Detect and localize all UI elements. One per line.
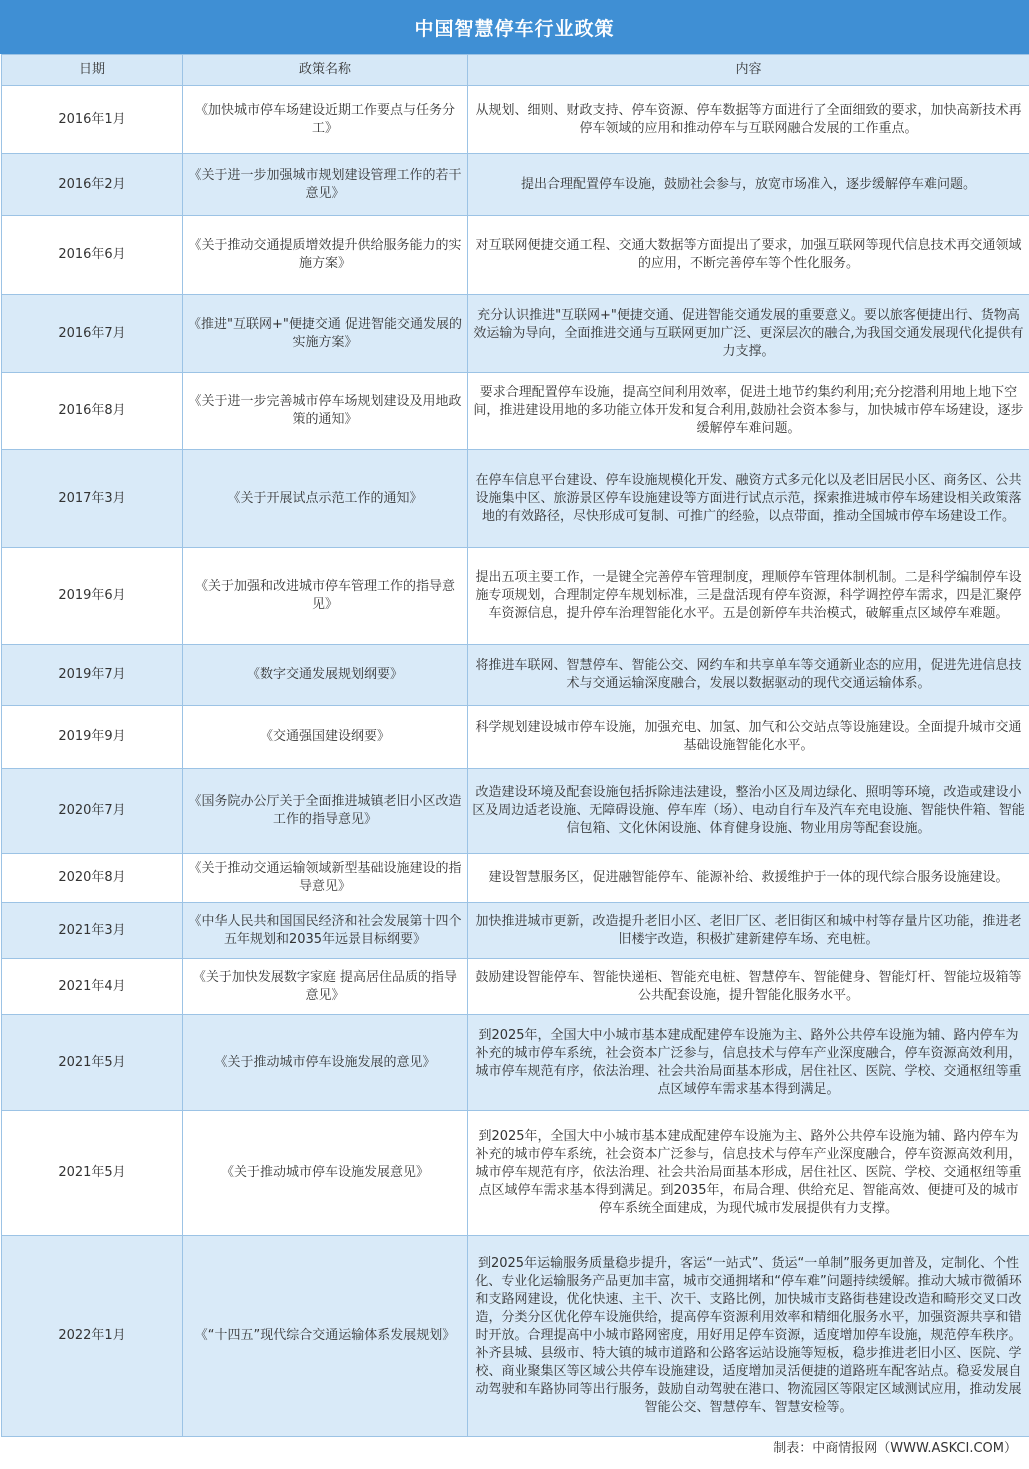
cell-date: 2019年6月	[2, 548, 183, 645]
cell-date: 2020年8月	[2, 854, 183, 903]
cell-policy-name: 《关于进一步完善城市停车场规划建设及用地政策的通知》	[183, 373, 468, 450]
cell-policy-name: 《关于开展试点示范工作的通知》	[183, 450, 468, 548]
cell-date: 2021年5月	[2, 1015, 183, 1111]
cell-policy-name: 《关于推动交通运输领域新型基础设施建设的指导意见》	[183, 854, 468, 903]
table-row	[2, 154, 1029, 216]
table-row	[2, 959, 1029, 1015]
cell-content: 鼓励建设智能停车、智能快递柜、智能充电桩、智慧停车、智能健身、智能灯杆、智能垃圾箱等公共配套设施，提升智能化服务水平。	[468, 959, 1029, 1015]
cell-policy-name: 《关于进一步加强城市规划建设管理工作的若干意见》	[183, 154, 468, 216]
table-row	[2, 1111, 1029, 1236]
cell-date: 2016年7月	[2, 295, 183, 373]
table-row	[2, 645, 1029, 706]
cell-date: 2022年1月	[2, 1236, 183, 1437]
table-header-row	[2, 55, 1029, 86]
cell-date: 2021年5月	[2, 1111, 183, 1236]
cell-content: 提出五项主要工作，一是键全完善停车管理制度，理顺停车管理体制机制。二是科学编制停车设施专项规划，合理制定停车规划标准，三是盘活现有停车资源，科学调控停车需求，四是汇聚停车资源信息，提升停车治理智能化水平。五是创新停车共治模式，破解重点区域停车难题。	[468, 548, 1029, 645]
cell-date: 2016年8月	[2, 373, 183, 450]
cell-content: 到2025年运输服务质量稳步提升，客运“一站式”、货运“一单制”服务更加普及，定制化、个性化、专业化运输服务产品更加丰富，城市交通拥堵和“停车难”问题持续缓解。推动大城市微循环和支路网建设，优化快速、主干、次干、支路比例，加快城市支路街巷建设改造和畸形交叉口改造，分类分区优化停车设施供给，提高停车资源利用效率和精细化服务水平，加强资源共享和错时开放。合理提高中小城市路网密度，用好用足停车资源，适度增加停车设施，规范停车秩序。补齐县城、县级市、特大镇的城市道路和公路客运站设施等短板，稳步推进老旧小区、医院、学校、商业聚集区等区域公共停车设施建设，适度增加灵活便捷的道路班车配客站点。稳妥发展自动驾驶和车路协同等出行服务，鼓励自动驾驶在港口、物流园区等限定区域测试应用，推动发展智能公交、智慧停车、智慧安检等。	[468, 1236, 1029, 1437]
cell-policy-name: 《数字交通发展规划纲要》	[183, 645, 468, 706]
cell-content: 科学规划建设城市停车设施，加强充电、加氢、加气和公交站点等设施建设。全面提升城市交通基础设施智能化水平。	[468, 706, 1029, 769]
cell-date: 2019年9月	[2, 706, 183, 769]
column-header-name: 政策名称	[183, 55, 468, 86]
cell-policy-name: 《关于加强和改进城市停车管理工作的指导意见》	[183, 548, 468, 645]
table-row	[2, 216, 1029, 295]
page-title: 中国智慧停车行业政策	[0, 0, 1029, 54]
table-row	[2, 1015, 1029, 1111]
cell-content: 要求合理配置停车设施，提高空间利用效率，促进土地节约集约利用;充分挖潜利用地上地下空间，推进建设用地的多功能立体开发和复合利用,鼓励社会资本参与，加快城市停车场建设，逐步缓解停车难问题。	[468, 373, 1029, 450]
cell-date: 2021年3月	[2, 903, 183, 959]
table-row	[2, 903, 1029, 959]
cell-content: 在停车信息平台建设、停车设施规模化开发、融资方式多元化以及老旧居民小区、商务区、公共设施集中区、旅游景区停车设施建设等方面进行试点示范，探索推进城市停车场建设相关政策落地的有效路径，尽快形成可复制、可推广的经验，以点带面，推动全国城市停车场建设工作。	[468, 450, 1029, 548]
cell-policy-name: 《关于推动城市停车设施发展的意见》	[183, 1015, 468, 1111]
cell-content: 加快推进城市更新，改造提升老旧小区、老旧厂区、老旧街区和城中村等存量片区功能，推进老旧楼宇改造，积极扩建新建停车场、充电桩。	[468, 903, 1029, 959]
column-header-date: 日期	[2, 55, 183, 86]
cell-content: 对互联网便捷交通工程、交通大数据等方面提出了要求，加强互联网等现代信息技术再交通领域的应用，不断完善停车等个性化服务。	[468, 216, 1029, 295]
cell-content: 到2025年，全国大中小城市基本建成配建停车设施为主、路外公共停车设施为辅、路内停车为补充的城市停车系统，社会资本广泛参与，信息技术与停车产业深度融合，停车资源高效利用，城市停车规范有序，依法治理、社会共治局面基本形成，居住社区、医院、学校、交通枢纽等重点区域停车需求基本得到满足。	[468, 1015, 1029, 1111]
cell-content: 提出合理配置停车设施，鼓励社会参与，放宽市场准入，逐步缓解停车难问题。	[468, 154, 1029, 216]
table-row	[2, 86, 1029, 154]
table-row	[2, 548, 1029, 645]
cell-policy-name: 《关于加快发展数字家庭 提高居住品质的指导意见》	[183, 959, 468, 1015]
table-row	[2, 854, 1029, 903]
cell-content: 充分认识推进"互联网+"便捷交通、促进智能交通发展的重要意义。要以旅客便捷出行、货物高效运输为导向，全面推进交通与互联网更加广泛、更深层次的融合,为我国交通发展现代化提供有力支撑。	[468, 295, 1029, 373]
table-row	[2, 706, 1029, 769]
cell-date: 2021年4月	[2, 959, 183, 1015]
cell-policy-name: 《关于推动交通提质增效提升供给服务能力的实施方案》	[183, 216, 468, 295]
cell-content: 改造建设环境及配套设施包括拆除违法建设，整治小区及周边绿化、照明等环境，改造或建设小区及周边适老设施、无障碍设施、停车库（场）、电动自行车及汽车充电设施、智能快件箱、智能信包箱、文化休闲设施、体育健身设施、物业用房等配套设施。	[468, 769, 1029, 854]
cell-policy-name: 《加快城市停车场建设近期工作要点与任务分工》	[183, 86, 468, 154]
cell-policy-name: 《中华人民共和国国民经济和社会发展第十四个五年规划和2035年远景目标纲要》	[183, 903, 468, 959]
cell-content: 从规划、细则、财政支持、停车资源、停车数据等方面进行了全面细致的要求，加快高新技术再停车领域的应用和推动停车与互联网融合发展的工作重点。	[468, 86, 1029, 154]
cell-policy-name: 《关于推动城市停车设施发展意见》	[183, 1111, 468, 1236]
table-row	[2, 1236, 1029, 1437]
table-row	[2, 295, 1029, 373]
cell-date: 2016年2月	[2, 154, 183, 216]
column-header-content: 内容	[468, 55, 1029, 86]
cell-date: 2016年1月	[2, 86, 183, 154]
policy-table	[1, 54, 1029, 1437]
cell-policy-name: 《国务院办公厅关于全面推进城镇老旧小区改造工作的指导意见》	[183, 769, 468, 854]
cell-content: 建设智慧服务区，促进融智能停车、能源补给、救援维护于一体的现代综合服务设施建设。	[468, 854, 1029, 903]
table-row	[2, 769, 1029, 854]
cell-date: 2017年3月	[2, 450, 183, 548]
source-note: 制表：中商情报网（WWW.ASKCI.COM）	[773, 1441, 1017, 1456]
cell-date: 2020年7月	[2, 769, 183, 854]
cell-content: 到2025年，全国大中小城市基本建成配建停车设施为主、路外公共停车设施为辅、路内停车为补充的城市停车系统，社会资本广泛参与，信息技术与停车产业深度融合，停车资源高效利用，城市停车规范有序，依法治理、社会共治局面基本形成，居住社区、医院、学校、交通枢纽等重点区域停车需求基本得到满足。到2035年，布局合理、供给充足、智能高效、便捷可及的城市停车系统全面建成，为现代城市发展提供有力支撑。	[468, 1111, 1029, 1236]
cell-date: 2019年7月	[2, 645, 183, 706]
cell-policy-name: 《推进"互联网+"便捷交通 促进智能交通发展的实施方案》	[183, 295, 468, 373]
cell-policy-name: 《交通强国建设纲要》	[183, 706, 468, 769]
cell-date: 2016年6月	[2, 216, 183, 295]
cell-policy-name: 《“十四五”现代综合交通运输体系发展规划》	[183, 1236, 468, 1437]
table-row	[2, 373, 1029, 450]
cell-content: 将推进车联网、智慧停车、智能公交、网约车和共享单车等交通新业态的应用，促进先进信息技术与交通运输深度融合，发展以数据驱动的现代交通运输体系。	[468, 645, 1029, 706]
table-body	[2, 86, 1029, 1437]
table-row	[2, 450, 1029, 548]
